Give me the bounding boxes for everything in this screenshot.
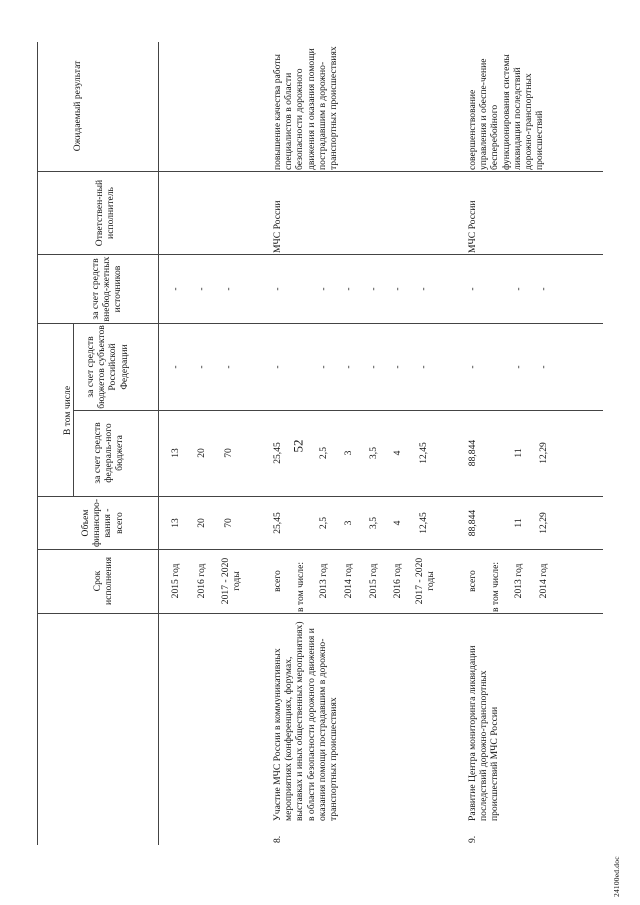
item9-row-federal: 11 (513, 448, 524, 458)
item9-row-term: 2014 год (538, 563, 549, 599)
item8-row-regional: - (343, 365, 354, 369)
item8-row-regional: - (418, 365, 429, 369)
top-row-federal: 13 (170, 448, 181, 458)
item9-row-regional: - (538, 365, 549, 369)
item8-row-total: 12,45 (418, 512, 429, 534)
item8-row-extra: - (368, 287, 379, 291)
item9-row-extra: - (538, 287, 549, 291)
header-term-label: Срок исполнения (92, 556, 115, 606)
item8-row-term: 2013 год (318, 563, 329, 599)
item8-row-federal: 3,5 (368, 447, 379, 459)
header-bottom-rule (158, 42, 159, 845)
item8-row-term: 2015 год (368, 563, 379, 599)
page-number: 52 (290, 439, 306, 453)
item9-name: Развитие Центра мониторинга ликвидации последствий дорожно-транспортных происшествий МЧС России (467, 645, 501, 821)
item8-name: Участие МЧС России в коммуникативных мероприятиях (конференциях, форумах, выставках и иных общественных мероприятиях) в области безопасности дорожного движения и оказания помощи пострадавшим в дорожно-транспортных происшествиях (272, 621, 340, 821)
item9-row-federal: 88,844 (467, 439, 478, 467)
col-rule-extra (37, 323, 603, 324)
item8-row-regional: - (392, 365, 403, 369)
col-rule-result (37, 171, 603, 172)
item9-row-extra: - (467, 287, 478, 291)
table-top-rule (37, 42, 38, 845)
item8-row-federal: 12,45 (418, 442, 429, 464)
top-row-term: 2017 - 2020 годы (220, 557, 243, 605)
top-row-term: 2015 год (170, 563, 181, 599)
item8-row-term: 2014 год (343, 563, 354, 599)
item9-result: совершенствование управления и обеспе-чение бесперебойного функционирования системы ликвидации последствий дорожно-транспортных происшествий (467, 54, 546, 170)
item8-row-regional: - (318, 365, 329, 369)
item9-row-total: 12,29 (538, 512, 549, 534)
item8-number: 8. (272, 835, 283, 843)
item8-row-total: 25,45 (272, 512, 283, 534)
header-term (92, 553, 114, 609)
item8-row-extra: - (418, 287, 429, 291)
item9-row-term: всего (467, 570, 478, 592)
header-including (62, 324, 73, 497)
item8-row-extra: - (318, 287, 329, 291)
item8-executor: МЧС России (272, 200, 283, 253)
header-regional (85, 325, 130, 409)
item9-row-term: 2013 год (513, 563, 524, 599)
item8-row-term: 2016 год (392, 563, 403, 599)
item8-result: повышение качества работы специалистов в области безопасности дорожного движения и оказания помощи пострадавшим в дорожно-транспортных происшествиях (272, 46, 340, 170)
item9-row-regional: - (467, 365, 478, 369)
item9-row-federal: 12,29 (538, 442, 549, 464)
header-extrabudget (90, 256, 124, 322)
item8-row-extra: - (392, 287, 403, 291)
item8-row-term: 2017 - 2020 годы (414, 557, 437, 605)
top-row-extra: - (170, 287, 181, 291)
item9-executor: МЧС России (467, 200, 478, 253)
item8-row-extra: - (272, 287, 283, 291)
item8-row-federal: 3 (343, 450, 354, 456)
col-rule-federal (37, 496, 603, 497)
item9-row-term: в том числе: (490, 561, 501, 612)
header-extrabudget-label: за счет средств внебюд-жетных источников (90, 256, 124, 322)
item9-number: 9. (467, 835, 478, 843)
top-row-total: 70 (223, 518, 234, 528)
item8-row-total: 3 (343, 520, 354, 526)
header-regional-label: за счет средств бюджетов субъектов Российской Федерации (85, 325, 130, 409)
col-rule-executor (37, 254, 603, 255)
top-row-total: 20 (196, 518, 207, 528)
item8-row-term: всего (272, 570, 283, 592)
item8-row-total: 3,5 (368, 517, 379, 529)
item8-row-extra: - (343, 287, 354, 291)
item8-row-federal: 25,45 (272, 442, 283, 464)
item8-row-federal: 4 (392, 450, 403, 456)
item8-row-regional: - (368, 365, 379, 369)
top-row-regional: - (196, 365, 207, 369)
header-executor (94, 173, 116, 253)
col-rule-term (37, 613, 603, 614)
header-including-label: В том числе (62, 385, 73, 436)
item9-row-total: 11 (513, 518, 524, 528)
header-total (80, 498, 125, 548)
item8-row-term: в том числе: (295, 561, 306, 612)
top-row-extra: - (196, 287, 207, 291)
item8-row-total: 4 (392, 520, 403, 526)
item8-row-total: 2,5 (318, 517, 329, 529)
item9-row-extra: - (513, 287, 524, 291)
top-row-total: 13 (170, 518, 181, 528)
top-row-extra: - (223, 287, 234, 291)
footer-file-code: 24100ed.doc (612, 856, 621, 897)
top-row-regional: - (223, 365, 234, 369)
item8-row-regional: - (272, 365, 283, 369)
item9-row-regional: - (513, 365, 524, 369)
header-federal (92, 411, 126, 495)
header-result (72, 42, 83, 170)
top-row-regional: - (170, 365, 181, 369)
top-row-federal: 20 (196, 448, 207, 458)
header-result-label: Ожидаемый результат (72, 60, 83, 152)
item9-row-total: 88,844 (467, 509, 478, 537)
top-row-federal: 70 (223, 448, 234, 458)
header-total-label: Объем финансиро-вания - всего (80, 498, 125, 548)
header-executor-label: Ответствен-ный исполнитель (94, 179, 117, 247)
header-federal-label: за счет средств федераль-ного бюджета (92, 422, 126, 484)
col-rule-total (37, 549, 603, 550)
top-row-term: 2016 год (196, 563, 207, 599)
item8-row-federal: 2,5 (318, 447, 329, 459)
